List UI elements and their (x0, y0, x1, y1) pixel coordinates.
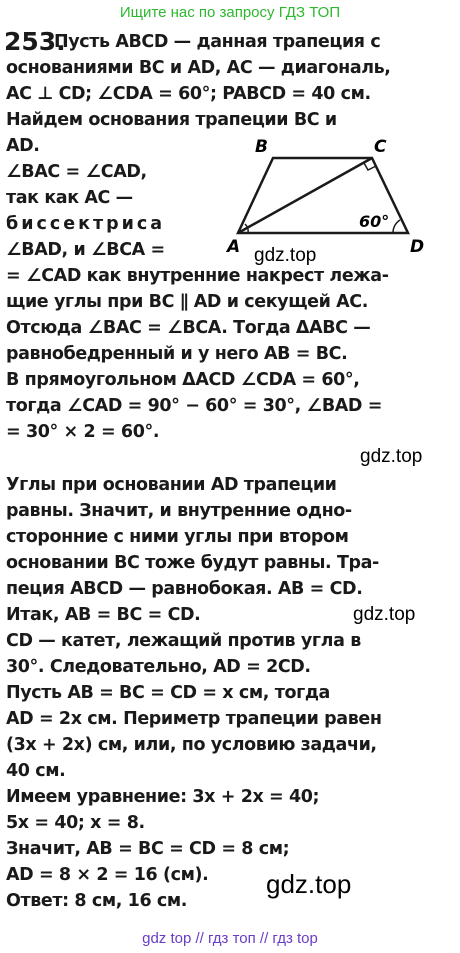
text-line: ∠BAD, и ∠BCA = (6, 240, 165, 260)
text-line: сторонние с ними углы при втором (6, 527, 349, 547)
vertex-label-a: A (227, 237, 241, 257)
text-line: AD. (6, 136, 40, 156)
text-line: тогда ∠CAD = 90° − 60° = 30°, ∠BAD = (6, 396, 382, 416)
vertex-label-c: C (374, 138, 387, 157)
text-line: AC ⊥ CD; ∠CDA = 60°; PABCD = 40 см. (6, 84, 371, 104)
text-line: = 30° × 2 = 60°. (6, 422, 160, 442)
vertex-label-b: B (255, 138, 268, 157)
text-line: Пусть AB = BC = CD = x см, тогда (6, 683, 330, 703)
text-line: В прямоугольном ΔACD ∠CDA = 60°, (6, 370, 360, 390)
problem-number: 253. (4, 27, 66, 56)
text-line: CD — катет, лежащий против угла в (6, 631, 361, 651)
text-line: равнобедренный и у него AB = BC. (6, 344, 348, 364)
watermark: gdz.top (353, 604, 416, 625)
text-line: 40 см. (6, 761, 66, 781)
bottom-banner[interactable]: gdz top // гдз топ // гдз top (142, 930, 318, 947)
text-line: щие углы при BC ∥ AD и секущей AC. (6, 292, 368, 312)
text-line: равны. Значит, и внутренние одно- (6, 501, 352, 521)
text-line: пеция ABCD — равнобокая. AB = CD. (6, 579, 363, 599)
text-line: Пусть ABCD — данная трапеция с (54, 32, 381, 52)
watermark: gdz.top (266, 869, 352, 899)
text-line: Имеем уравнение: 3x + 2x = 40; (6, 787, 320, 807)
angle-arc-d (393, 220, 400, 233)
text-line: Найдем основания трапеции BC и (6, 110, 337, 130)
text-line: ∠BAC = ∠CAD, (6, 162, 147, 182)
text-line: = ∠CAD как внутренние накрест лежа- (6, 266, 389, 286)
watermark: gdz.top (360, 446, 423, 467)
text-line: Значит, AB = BC = CD = 8 см; (6, 839, 290, 859)
text-line: так как AC — (6, 188, 133, 208)
top-banner[interactable]: Ищите нас по запросу ГДЗ ТОП (119, 4, 341, 21)
vertex-label-d: D (410, 237, 425, 257)
text-line: биссектриса (6, 214, 166, 234)
text-line: Отсюда ∠BAC = ∠BCA. Тогда ΔABC — (6, 318, 371, 338)
text-line: основаниями BC и AD, AC — диагональ, (6, 58, 391, 78)
watermark: gdz.top (254, 245, 317, 266)
text-line: AD = 2x см. Периметр трапеции равен (6, 709, 382, 729)
text-line: основании BC тоже будут равны. Тра- (6, 553, 379, 573)
angle-label: 60° (359, 212, 390, 231)
text-line: (3x + 2x) см, или, по условию задачи, (6, 735, 377, 755)
text-line: 30°. Следовательно, AD = 2CD. (6, 657, 311, 677)
text-line: 5x = 40; x = 8. (6, 813, 145, 833)
text-line: Углы при основании AD трапеции (6, 475, 337, 495)
text-line: Ответ: 8 см, 16 см. (6, 891, 188, 911)
diagonal-ac (238, 158, 372, 233)
text-line: Итак, AB = BC = CD. (6, 605, 201, 625)
text-line: AD = 8 × 2 = 16 (см). (6, 865, 209, 885)
